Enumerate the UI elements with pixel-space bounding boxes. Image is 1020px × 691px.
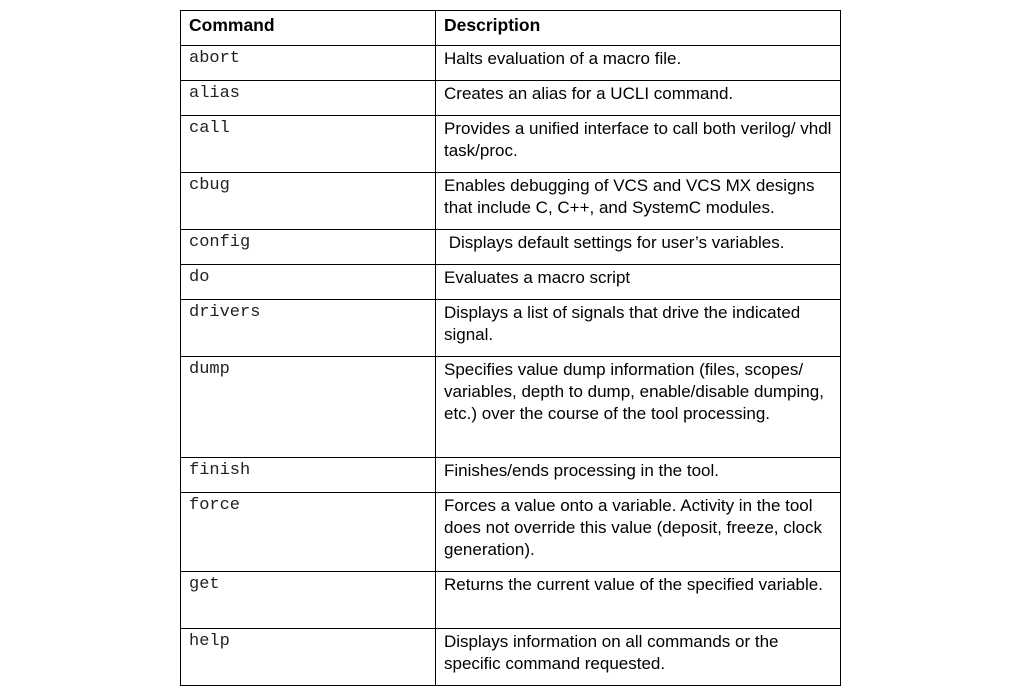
description-cell: Displays a list of signals that drive the indicated signal. [436,300,841,357]
header-command: Command [181,11,436,46]
command-cell: do [181,265,436,300]
description-cell: Evaluates a macro script [436,265,841,300]
description-cell: Halts evaluation of a macro file. [436,46,841,81]
table-row [181,458,841,493]
description-cell: Finishes/ends processing in the tool. [436,458,841,493]
command-cell: abort [181,46,436,81]
description-cell: Enables debugging of VCS and VCS MX designs that include C, C++, and SystemC modules. [436,173,841,230]
command-cell: help [181,629,436,686]
table-row [181,300,841,357]
description-cell: Specifies value dump information (files, scopes/ variables, depth to dump, enable/disable dumping, etc.) over the course of the tool processing. [436,357,841,458]
command-cell: dump [181,357,436,458]
header-description: Description [436,11,841,46]
description-cell: Displays information on all commands or the specific command requested. [436,629,841,686]
description-cell: Provides a unified interface to call both verilog/ vhdl task/proc. [436,116,841,173]
command-cell: force [181,493,436,572]
command-cell: get [181,572,436,629]
description-cell: Displays default settings for user’s variables. [436,230,841,265]
command-cell: finish [181,458,436,493]
description-cell: Creates an alias for a UCLI command. [436,81,841,116]
table-row [181,265,841,300]
table-row [181,46,841,81]
table-row [181,357,841,458]
table-row [181,493,841,572]
description-cell: Returns the current value of the specified variable. [436,572,841,629]
table-row [181,230,841,265]
command-cell: config [181,230,436,265]
command-cell: drivers [181,300,436,357]
description-cell: Forces a value onto a variable. Activity in the tool does not override this value (deposit, freeze, clock generation). [436,493,841,572]
table-row [181,173,841,230]
table-header-row [181,11,841,46]
table-row [181,629,841,686]
command-cell: cbug [181,173,436,230]
command-cell: alias [181,81,436,116]
table-row [181,572,841,629]
command-table [180,10,841,686]
table-row [181,116,841,173]
table-row [181,81,841,116]
command-cell: call [181,116,436,173]
